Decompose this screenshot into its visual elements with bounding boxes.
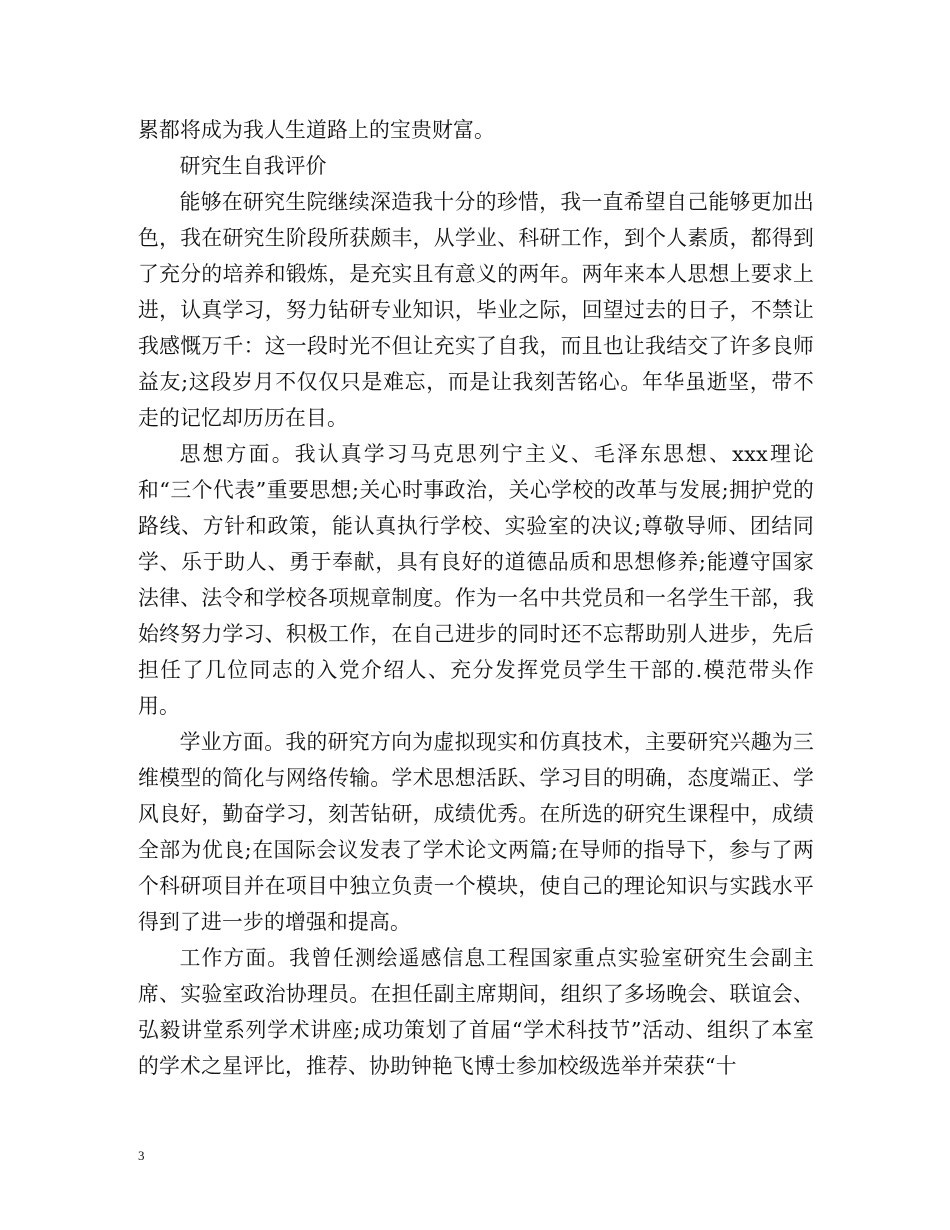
paragraph-intro: 能够在研究生院继续深造我十分的珍惜，我一直希望自己能够更加出色，我在研究生阶段所获颇丰，从学业、科研工作，到个人素质，都得到了充分的培养和锻炼，是充实且有意义的两年。两年来本人思想上要求上进，认真学习，努力钻研专业知识，毕业之际，回望过去的日子，不禁让我感慨万千：这一段时光不但让充实了自我，而且也让我结交了许多良师益友;这段岁月不仅仅只是难忘，而是让我刻苦铭心。年华虽逝坚，带不走的记忆却历历在目。 <box>138 190 814 430</box>
paragraph-academics: 学业方面。我的研究方向为虚拟现实和仿真技术，主要研究兴趣为三维模型的简化与网络传输。学术思想活跃、学习目的明确，态度端正、学风良好，勤奋学习，刻苦钻研，成绩优秀。在所选的研究生课程中，成绩全部为优良;在国际会议发表了学术论文两篇;在导师的指导下，参与了两个科研项目并在项目中独立负责一个模块，使自己的理论知识与实践水平得到了进一步的增强和提高。 <box>138 730 814 934</box>
paragraph-continuation: 累都将成为我人生道路上的宝贵财富。 <box>138 118 495 142</box>
document-body <box>138 112 814 1084</box>
paragraph-ideology: 思想方面。我认真学习马克思列宁主义、毛泽东思想、xxx理论和“三个代表”重要思想;关心时事政治，关心学校的改革与发展;拥护党的路线、方针和政策，能认真执行学校、实验室的决议;尊敬导师、团结同学、乐于助人、勇于奉献，具有良好的道德品质和思想修养;能遵守国家法律、法令和学校各项规章制度。作为一名中共党员和一名学生干部，我始终努力学习、积极工作，在自己进步的同时还不忘帮助别人进步，先后担任了几位同志的入党介绍人、充分发挥党员学生干部的.模范带头作用。 <box>138 442 814 718</box>
section-heading: 研究生自我评价 <box>179 154 327 178</box>
paragraph-work: 工作方面。我曾任测绘遥感信息工程国家重点实验室研究生会副主席、实验室政治协理员。在担任副主席期间，组织了多场晚会、联谊会、弘毅讲堂系列学术讲座;成功策划了首届“学术科技节”活动、组织了本室的学术之星评比，推荐、协助钟艳飞博士参加校级选举并荣获“十 <box>138 946 814 1078</box>
page-number: 3 <box>138 1148 145 1163</box>
